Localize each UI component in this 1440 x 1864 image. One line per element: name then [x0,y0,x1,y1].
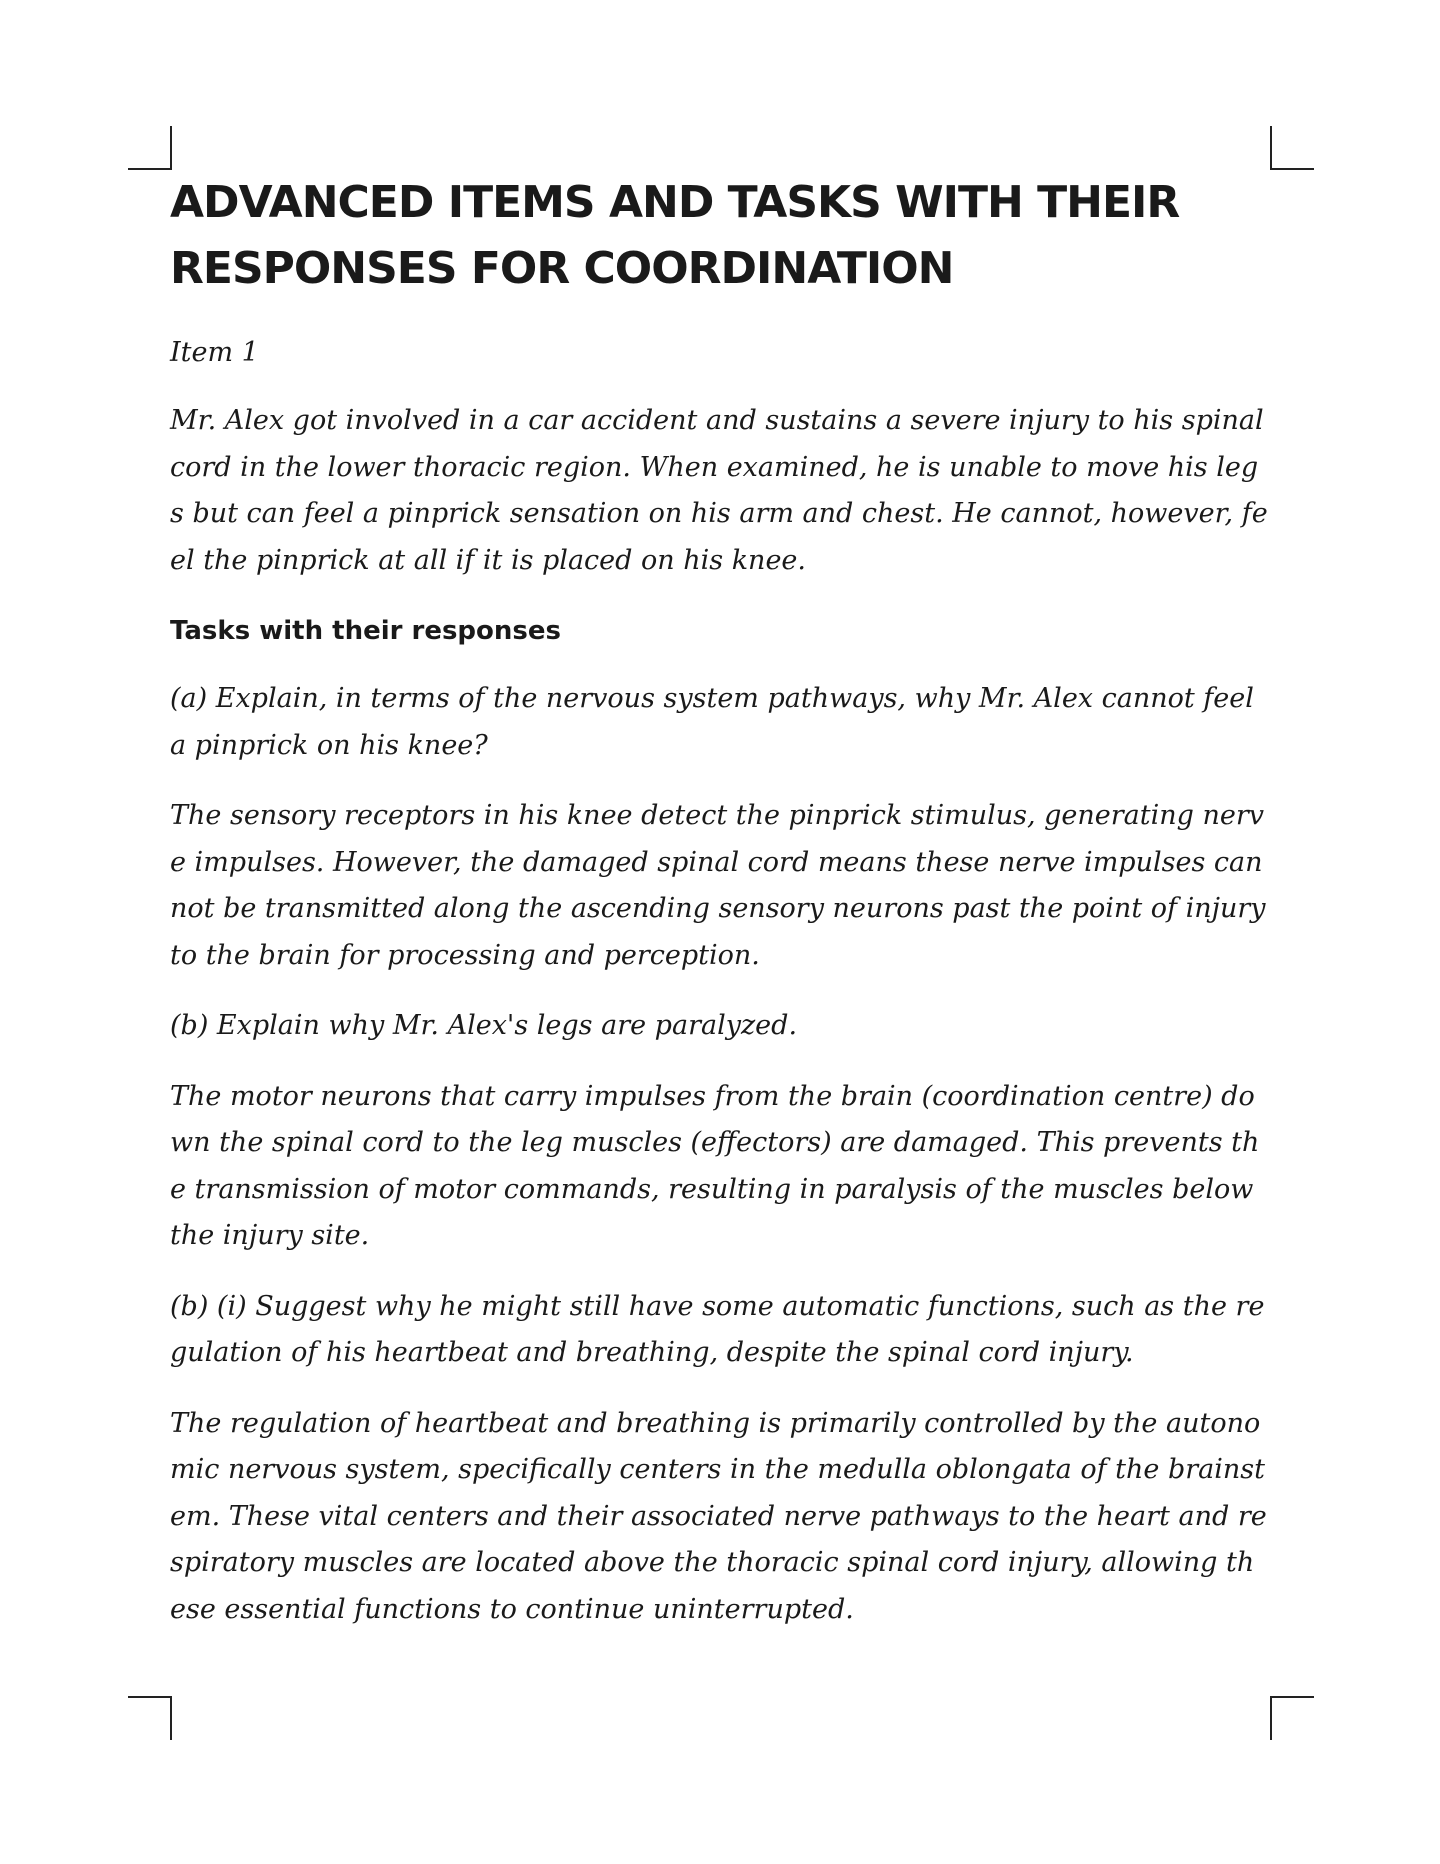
tasks-heading: Tasks with their responses [170,616,562,646]
crop-mark-top-left [128,126,172,170]
task-answer-b-i: The regulation of heartbeat and breathing is primarily controlled by the autonomic nervous system, specifically centers in the medulla oblongata of the brainstem. These vital centers and their associated nerve pathways to the heart and respiratory muscles are located above the thoracic spinal cord injury, allowing these essential functions to continue uninterrupted. [170,1407,1267,1625]
document-page [170,170,1270,1657]
document-title: ADVANCED ITEMS AND TASKS WITH THEIR RESPONSES FOR COORDINATION [170,177,1180,294]
crop-mark-bottom-left [128,1696,172,1740]
task-question-b: (b) Explain why Mr. Alex's legs are paralyzed. [170,1010,798,1041]
task-answer-b: The motor neurons that carry impulses from the brain (coordination centre) down the spinal cord to the leg muscles (effectors) are damaged. This prevents the transmission of motor commands, resulting in paralysis of the muscles below the injury site. [170,1080,1260,1251]
task-answer-a: The sensory receptors in his knee detect the pinprick stimulus, generating nerve impulses. However, the damaged spinal cord means these nerve impulses cannot be transmitted along the ascending sensory neurons past the point of injury to the brain for processing and perception. [170,800,1266,971]
task-question-a: (a) Explain, in terms of the nervous system pathways, why Mr. Alex cannot feel a pinprick on his knee? [170,683,1254,761]
item-label: Item 1 [170,337,259,368]
scenario-paragraph: Mr. Alex got involved in a car accident and sustains a severe injury to his spinal cord in the lower thoracic region. When examined, he is unable to move his legs but can feel a pinprick sensation on his arm and chest. He cannot, however, feel the pinprick at all if it is placed on his knee. [170,405,1268,576]
task-question-b-i: (b) (i) Suggest why he might still have some automatic functions, such as the regulation of his heartbeat and breathing, despite the spinal cord injury. [170,1290,1265,1368]
crop-mark-bottom-right [1270,1696,1314,1740]
crop-mark-top-right [1270,126,1314,170]
